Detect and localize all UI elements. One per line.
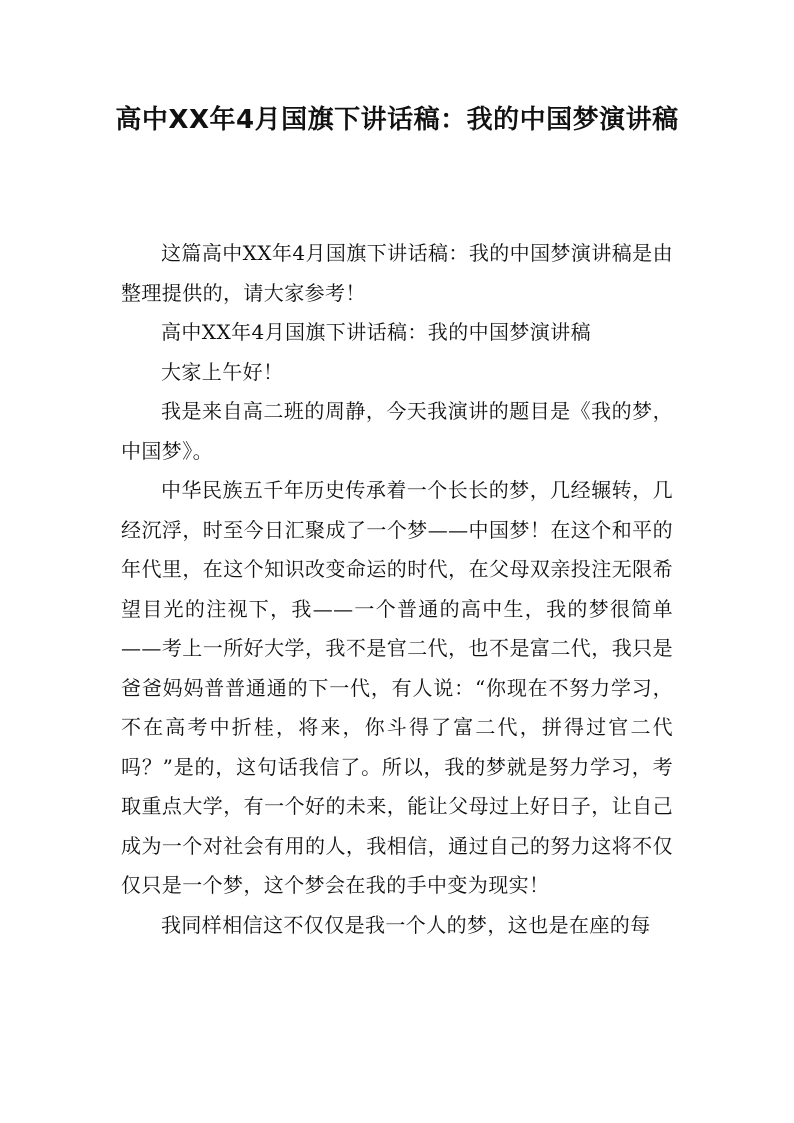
paragraph-main: 中华民族五千年历史传承着一个长长的梦，几经辗转，几经沉浮，时至今日汇聚成了一个梦——中国梦！在这个和平的年代里，在这个知识改变命运的时代，在父母双亲投注无限希望目光的注视下，我——一个普通的高中生，我的梦很简单——考上一所好大学，我不是官二代，也不是富二代，我只是爸爸妈妈普普通通的下一代，有人说：“你现在不努力学习，不在高考中折桂，将来，你斗得了富二代，拼得过官二代吗？”是的，这句话我信了。所以，我的梦就是努力学习，考取重点大学，有一个好的未来，能让父母过上好日子，让自己成为一个对社会有用的人，我相信，通过自己的努力这将不仅仅只是一个梦，这个梦会在我的手中变为现实！ [121, 478, 673, 897]
paragraph-continued: 我同样相信这不仅仅是我一个人的梦，这也是在座的每 [161, 912, 651, 937]
document-title: 高中XX年4月国旗下讲话稿：我的中国梦演讲稿 [115, 105, 679, 135]
paragraph-intro: 这篇高中XX年4月国旗下讲话稿：我的中国梦演讲稿是由整理提供的，请大家参考！ [121, 241, 673, 305]
paragraph-subtitle: 高中XX年4月国旗下讲话稿：我的中国梦演讲稿 [161, 320, 592, 344]
paragraph-speaker-intro: 我是来自高二班的周静，今天我演讲的题目是《我的梦，中国梦》。 [121, 399, 673, 463]
document-body [121, 234, 673, 945]
paragraph-greeting: 大家上午好！ [161, 359, 284, 384]
